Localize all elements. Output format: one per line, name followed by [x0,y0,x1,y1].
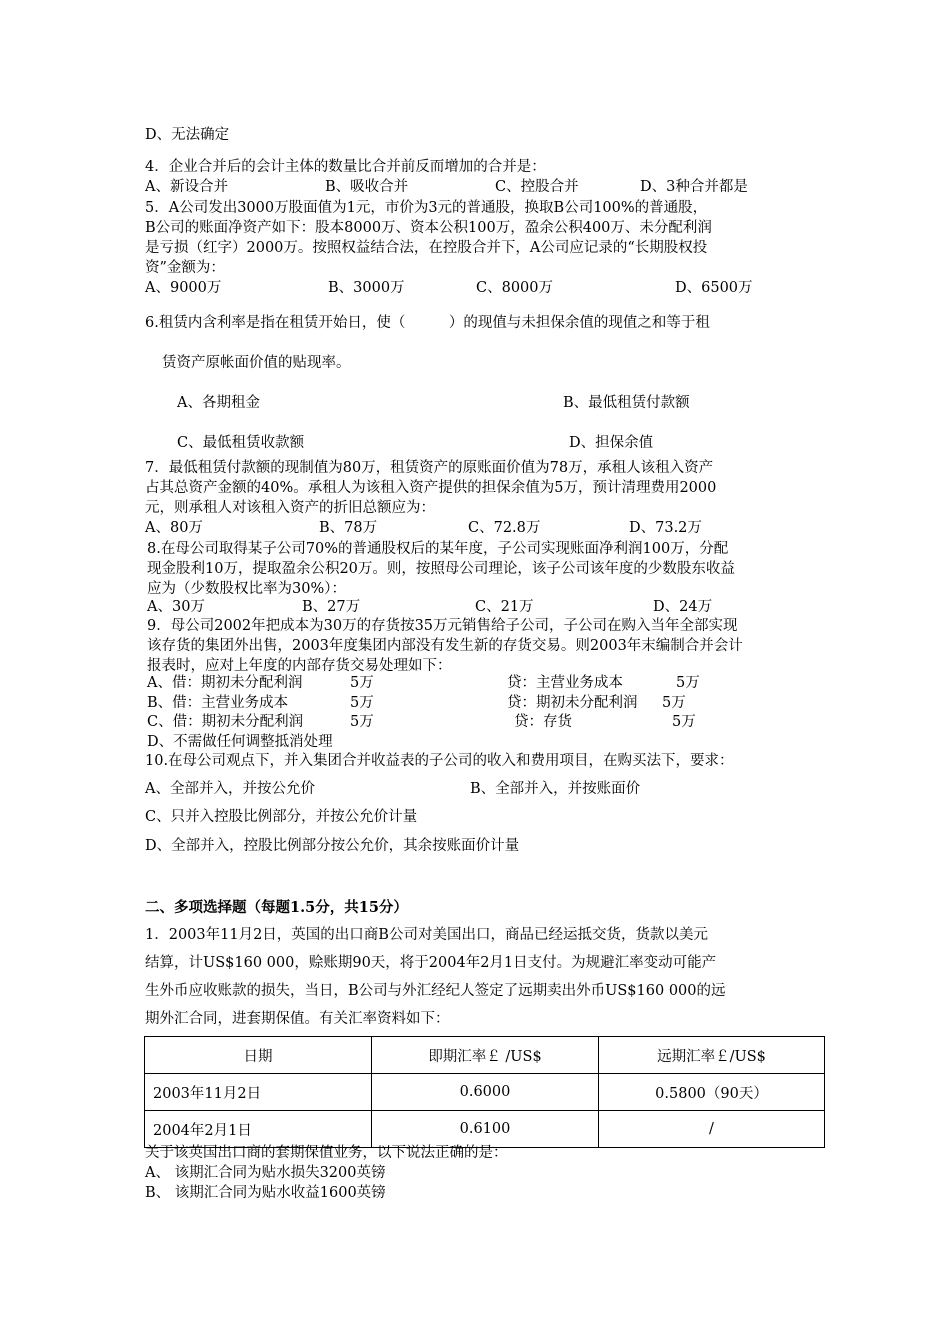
q5-line-4: 资”金额为： [145,260,225,276]
q9-line-2: 该存货的集团外出售，2003年度集团内部没有发生新的存货交易。则2003年末编制合并会计 [147,638,743,654]
table-cell: 2003年11月2日 [145,1074,372,1111]
table-cell: 0.6100 [372,1111,599,1148]
q9-option-a-credit-amount: 5万 [676,675,700,691]
s2-q1-option-a: A、 该期汇合同为贴水损失3200英镑 [145,1165,386,1181]
q7-option-a: A、80万 [145,520,203,536]
q8-option-a: A、30万 [147,599,205,615]
q6-option-d: D、担保余值 [569,435,654,451]
s2-q1-line-4: 期外汇合同，进套期保值。有关汇率资料如下： [145,1011,450,1027]
q7-option-b: B、78万 [319,520,378,536]
q4-option-b: B、吸收合并 [325,179,409,195]
q4-option-c: C、控股合并 [495,179,579,195]
q7-option-c: C、72.8万 [468,520,541,536]
q5-option-b: B、3000万 [328,280,405,296]
q9-option-b-debit: B、借：主营业务成本 [147,695,289,711]
q7-option-d: D、73.2万 [629,520,702,536]
q8-line-3: 应为（少数股权比率为30%）： [147,581,346,597]
table-cell: 2004年2月1日 [145,1111,372,1148]
q6-option-c: C、最低租赁收款额 [177,435,305,451]
q3-option-d: D、无法确定 [145,127,230,143]
table-header-row [145,1037,825,1074]
q5-option-d: D、6500万 [675,280,753,296]
q8-line-1: 8.在母公司取得某子公司70%的普通股权后的某年度，子公司实现账面净利润100万，分配 [147,541,729,557]
q8-line-2: 现金股利10万，提取盈余公积20万。则，按照母公司理论，该子公司该年度的少数股东收益 [147,561,735,577]
q8-option-b: B、27万 [302,599,361,615]
q9-option-c-credit: 贷：存货 [514,714,572,730]
section-2-title: 二、多项选择题（每题1.5分，共15分） [145,899,408,916]
q5-line-2: B公司的账面净资产如下：股本8000万、资本公积100万，盈余公积400万、未分配利润 [145,220,712,236]
q4-option-d: D、3种合并都是 [640,179,748,195]
q7-line-3: 元，则承租人对该租入资产的折旧总额应为： [145,500,435,516]
table-row [145,1074,825,1111]
s2-q1-line-2: 结算，计US$160 000，赊账期90天，将于2004年2月1日支付。为规避汇率变动可能产 [145,955,717,971]
table-header-cell: 日期 [145,1037,372,1074]
q9-option-c-debit-amount: 5万 [350,714,374,730]
s2-q1-option-b: B、 该期汇合同为贴水收益1600英镑 [145,1185,386,1201]
q4-option-a: A、新设合并 [145,179,228,195]
q6-line-2: 赁资产原帐面价值的贴现率。 [162,355,351,371]
q8-option-d: D、24万 [653,599,713,615]
q9-option-c-debit: C、借：期初未分配利润 [147,714,304,730]
q7-line-1: 7．最低租赁付款额的现制值为80万，租赁资产的原账面价值为78万，承租人该租入资产 [145,460,714,476]
q6-option-b: B、最低租赁付款额 [563,395,690,411]
q9-option-b-credit: 贷：期初未分配利润 [507,695,638,711]
table-row [145,1111,825,1148]
s2-q1-after-table: 关于该英国出口商的套期保值业务，以下说法正确的是： [145,1145,508,1161]
q9-line-1: 9．母公司2002年把成本为30万的存货按35万元销售给子公司，子公司在购入当年全部实现 [147,618,738,634]
q9-option-c-credit-amount: 5万 [672,714,696,730]
q9-option-a-credit: 贷：主营业务成本 [507,675,623,691]
q5-option-c: C、8000万 [476,280,553,296]
q5-line-3: 是亏损（红字）2000万。按照权益结合法，在控股合并下，A公司应记录的“长期股权投 [145,240,708,256]
s2-q1-line-1: 1．2003年11月2日，英国的出口商B公司对美国出口，商品已经运抵交货，货款以美元 [145,927,708,943]
q5-line-1: 5．A公司发出3000万股面值为1元，市价为3元的普通股，换取B公司100%的普通股， [145,200,708,216]
exchange-rate-table [144,1036,825,1148]
q5-option-a: A、9000万 [145,280,222,296]
q9-option-b-credit-amount: 5万 [662,695,686,711]
q9-option-a-debit-amount: 5万 [350,675,374,691]
table-cell: / [599,1111,825,1148]
table-header-cell: 远期汇率￡/US$ [599,1037,825,1074]
q4-stem: 4．企业合并后的会计主体的数量比合并前反而增加的合并是： [145,159,546,175]
s2-q1-line-3: 生外币应收账款的损失，当日，B公司与外汇经纪人签定了远期卖出外币US$160 000的远 [145,983,726,999]
q7-line-2: 占其总资产金额的40%。承租人为该租入资产提供的担保余值为5万，预计清理费用2000 [145,480,717,496]
q10-option-c: C、只并入控股比例部分，并按公允价计量 [145,809,418,825]
q6-option-a: A、各期租金 [177,395,260,411]
q8-option-c: C、21万 [475,599,534,615]
q6-line-1: 6.租赁内含利率是指在租赁开始日，使（ ）的现值与未担保余值的现值之和等于租 [145,315,710,331]
q10-stem: 10.在母公司观点下，并入集团合并收益表的子公司的收入和费用项目，在购买法下，要求： [145,753,734,769]
q10-option-b: B、全部并入，并按账面价 [470,781,641,797]
q10-option-a: A、全部并入，并按公允价 [145,781,315,797]
q9-line-3: 报表时，应对上年度的内部存货交易处理如下： [147,658,452,674]
table-cell: 0.6000 [372,1074,599,1111]
table-header-cell: 即期汇率￡ /US$ [372,1037,599,1074]
q9-option-a-debit: A、借：期初未分配利润 [147,675,303,691]
table-cell: 0.5800（90天） [599,1074,825,1111]
q10-option-d: D、全部并入，控股比例部分按公允价，其余按账面价计量 [145,838,520,854]
q9-option-b-debit-amount: 5万 [350,695,374,711]
q9-option-d: D、不需做任何调整抵消处理 [147,734,333,750]
